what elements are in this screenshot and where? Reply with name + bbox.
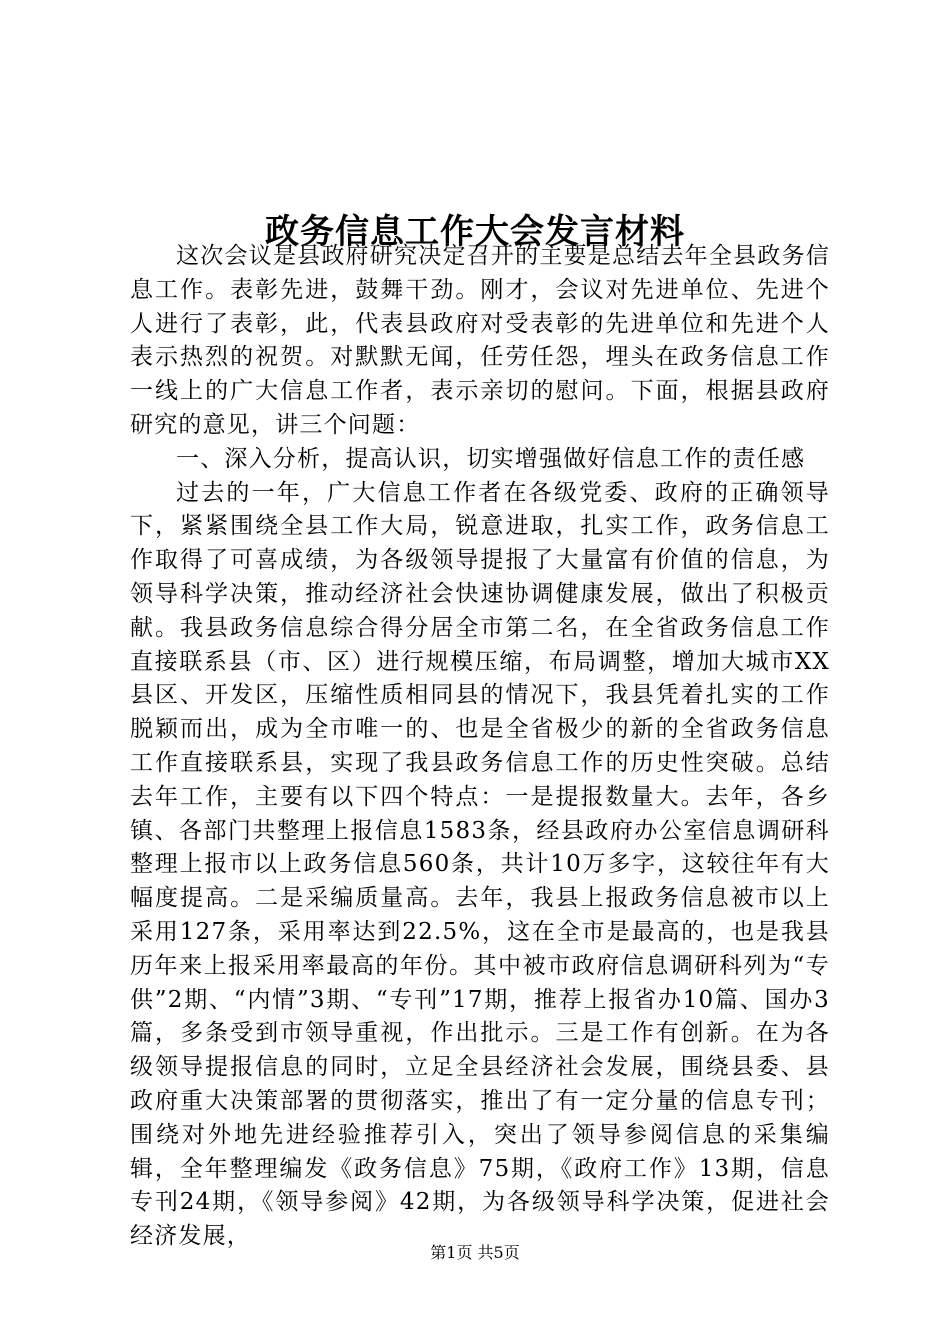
section-heading-1: 一、深入分析，提高认识，切实增强做好信息工作的责任感 xyxy=(176,445,806,472)
document-body xyxy=(130,240,830,1254)
document-title: 政务信息工作大会发言材料 xyxy=(265,211,685,252)
paragraph-intro: 这次会议是县政府研究决定召开的主要是总结去年全县政务信息工作。表彰先进，鼓舞干劲。刚才，会议对先进单位、先进个人进行了表彰，此，代表县政府对受表彰的先进单位和先进个人表示热烈的祝贺。对默默无闻，任劳任怨，埋头在政务信息工作一线上的广大信息工作者，表示亲切的慰问。下面，根据县政府研究的意见，讲三个问题： xyxy=(130,243,830,438)
page-footer: 第1页 共5页 xyxy=(430,1243,520,1262)
paragraph-review: 过去的一年，广大信息工作者在各级党委、政府的正确领导下，紧紧围绕全县工作大局，锐意进取，扎实工作，政务信息工作取得了可喜成绩，为各级领导提报了大量富有价值的信息，为领导科学决策，推动经济社会快速协调健康发展，做出了积极贡献。我县政务信息综合得分居全市第二名，在全省政务信息工作直接联系县（市、区）进行规模压缩，布局调整，增加大城市XX县区、开发区，压缩性质相同县的情况下，我县凭着扎实的工作脱颖而出，成为全市唯一的、也是全省极少的新的全省政务信息工作直接联系县，实现了我县政务信息工作的历史性突破。总结去年工作，主要有以下四个特点：一是提报数量大。去年，各乡镇、各部门共整理上报信息1583条，经县政府办公室信息调研科整理上报市以上政务信息560条，共计10万多字，这较往年有大幅度提高。二是采编质量高。去年，我县上报政务信息被市以上采用127条，采用率达到22.5%，这在全市是最高的，也是我县历年来上报采用率最高的年份。其中被市政府信息调研科列为“专供”2期、“内情”3期、“专刊”17期，推荐上报省办10篇、国办3篇，多条受到市领导重视，作出批示。三是工作有创新。在为各级领导提报信息的同时，立足全县经济社会发展，围绕县委、县政府重大决策部署的贯彻落实，推出了有一定分量的信息专刊；围绕对外地先进经验推荐引入，突出了领导参阅信息的采集编辑，全年整理编发《政务信息》75期，《政府工作》13期，信息专刊24期，《领导参阅》42期，为各级领导科学决策，促进社会经济发展， xyxy=(130,479,830,1250)
